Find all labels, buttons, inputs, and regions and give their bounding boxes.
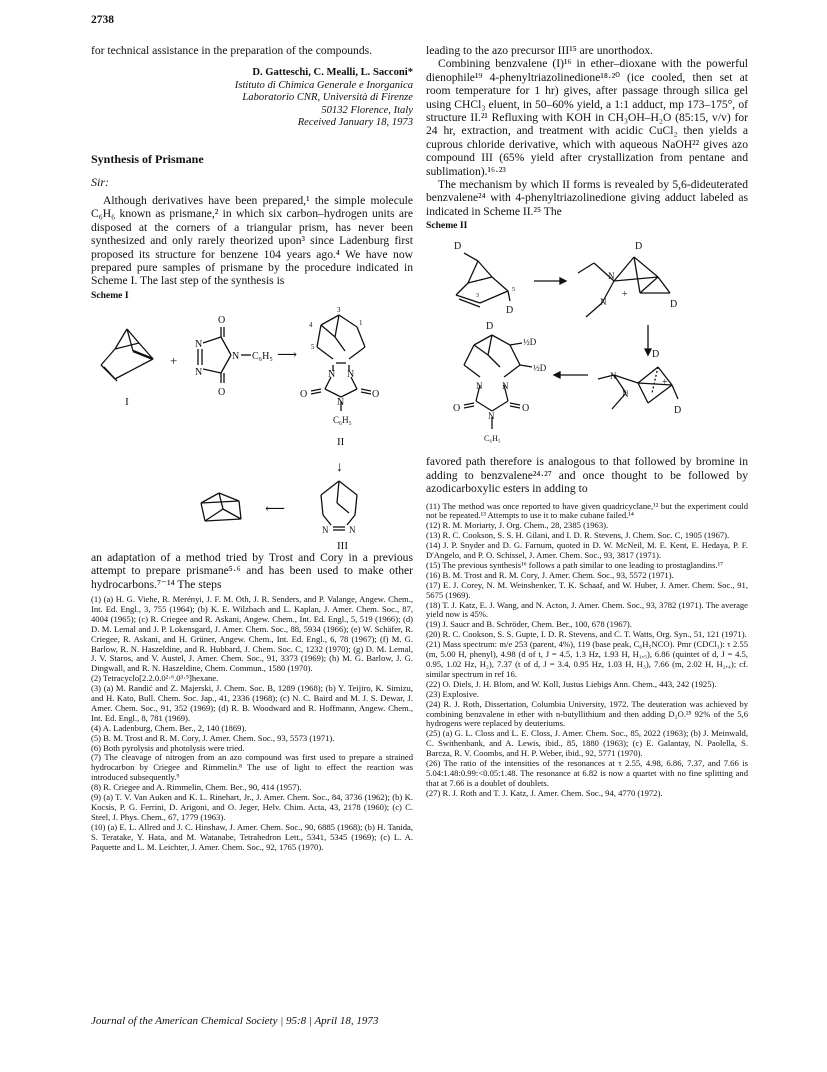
reference-item: (14) J. P. Snyder and D. G. Farnum, quoted in D. W. McNeil, M. E. Kent, E. Hedaya, P. F. D'Angelo, and P. O. Schissel, J. Amer. Chem. Soc., 93, 3817 (1971).	[426, 540, 748, 561]
reference-item: (10) (a) E. L. Allred and J. C. Hinshaw, J. Amer. Chem. Soc., 90, 6885 (1968); (b) H. Tanida, S. Teratake, Y. Hata, and M. Watanabe, Tetrahedron Lett., 5341, 5345 (1969); (c) L. A. Paquette and L. M. Leichter, J. Amer. Chem. Soc., 92, 1765 (1970).	[91, 821, 413, 852]
body-paragraph: an adaptation of a method tried by Trost and Cory in a previous attempt to prepare prismane⁵·⁶ and has been used to make other hydrocarbons.⁷⁻¹⁴ The steps	[91, 550, 413, 591]
intermediate-structure-1	[578, 257, 670, 317]
deuterium-label: D	[674, 405, 682, 417]
position-number: 1	[359, 318, 363, 327]
reference-item: (17) E. J. Corey, N. M. Weinshenker, T. K. Schaaf, and W. Huber, J. Amer. Chem. Soc., 91, 5675 (1969).	[426, 579, 748, 600]
plus-charge: +	[622, 289, 628, 301]
reaction-arrow-down: ↓	[336, 459, 343, 475]
reference-item: (11) The method was once reported to have given quadricyclane,¹² but the experiment could not be repeated.¹³ Attempts to use it to make cubane failed.¹⁴	[426, 500, 748, 521]
oxygen-label: O	[453, 403, 461, 415]
nitrogen-label: N	[610, 371, 617, 382]
scheme-2-diagram	[426, 233, 748, 455]
nitrogen-label: N	[488, 411, 495, 422]
reference-item: (5) B. M. Trost and R. M. Cory, J. Amer. Chem. Soc., 93, 5573 (1971).	[91, 732, 335, 743]
deuterium-label: D	[635, 241, 643, 253]
reaction-arrow-left: ⟵	[265, 501, 286, 517]
reference-item: (24) R. J. Roth, Dissertation, Columbia University, 1972. The deuteration was achieved by combining benzvalene in ether with n-butyllithium and then adding D₂O.²⁵ 92% of the 5,6 hydrogens were replaced by deuteriums.	[426, 698, 748, 729]
reference-item: (15) The previous synthesis¹⁶ follows a path similar to one leading to prostaglandins.¹⁷	[426, 559, 724, 570]
body-paragraph: The mechanism by which II forms is revealed by 5,6-dideuterated benzvalene²⁴ with 4-phenyltriazolinedione giving adduct labeled as indicated in Scheme II.²⁵ The	[426, 178, 748, 218]
azo-III-structure	[321, 481, 357, 530]
deuterium-label: D	[506, 305, 514, 317]
nitrogen-label: N	[347, 368, 355, 380]
prismane-structure	[201, 493, 241, 521]
nitrogen-label: N	[232, 350, 240, 362]
reference-item: (27) R. J. Roth and T. J. Katz, J. Amer. Chem. Soc., 94, 4770 (1972).	[426, 787, 663, 798]
compound-II-label: II	[337, 435, 345, 448]
body-paragraph: Combining benzvalene (I)¹⁶ in ether–dioxane with the powerful dienophile¹⁹ 4-phenyltriazolinedione¹⁸·²⁰ (ice cooled, then set at room temperature for 1 hr) gives, after passage through silica gel using CHCl₃ eluent, in 50–60% yield, a 1:1 adduct, mp 173–175°, of structure II.²¹ Refluxing with KOH in CH₃OH–H₂O (85:15, v/v) for 24 hr, extraction, and treatment with acidic CuCl₂ then yields a cuprous chloride derivative, which with aqueous NaOH²² gives azo compound III (65% yield after crystallization from pentane and sublimation).¹⁶·²³	[426, 57, 748, 178]
nitrogen-label: N	[195, 338, 203, 350]
scheme-1-diagram	[91, 303, 413, 551]
half-deuterium-label: ½D	[533, 363, 547, 374]
oxygen-label: O	[218, 386, 226, 398]
nitrogen-label: N	[337, 396, 345, 408]
reaction-arrow: ⟶	[277, 347, 298, 363]
deuterium-label: D	[486, 321, 494, 333]
affiliation-line: Istituto di Chimica Generale e Inorganica	[234, 79, 413, 91]
salutation: Sir:	[91, 174, 109, 189]
body-paragraph: leading to the azo precursor III¹⁵ are unorthodox.	[426, 44, 654, 57]
dideuterobenzvalene-structure	[456, 253, 510, 307]
nitrogen-label: N	[608, 271, 615, 282]
nitrogen-label: N	[328, 368, 336, 380]
reference-item: (16) B. M. Trost and R. M. Cory, J. Amer. Chem. Soc., 93, 5572 (1971).	[426, 569, 674, 580]
reference-item: (2) Tetracyclo[2.2.0.0²·⁶.0³·⁵]hexane.	[91, 673, 219, 684]
oxygen-label: O	[522, 403, 530, 415]
reference-item: (8) R. Criegee and A. Rimmelin, Chem. Ber., 90, 414 (1957).	[91, 782, 302, 793]
position-number: 4	[309, 320, 313, 329]
nitrogen-label: N	[195, 366, 203, 378]
reference-item: (7) The cleavage of nitrogen from an azo compound was first used to prepare a strained hydrocarbon by Criegee and Rimmelin.⁸ The use of light to effect the reaction was introduced subsequently.⁹	[91, 752, 413, 783]
reference-item: (3) (a) M. Randić and Z. Majerski, J. Chem. Soc. B, 1289 (1968); (b) Y. Teijiro, K. Simizu, and H. Kato, Bull. Chem. Soc. Jap., 41, 2336 (1968); (c) N. C. Baird and M. J. S. Dewar, J. Amer. Chem. Soc., 91, 352 (1969); (d) R. B. Woodward and R. Hoffmann, Angew. Chem., Int. Ed. Engl., 8, 781 (1969).	[91, 683, 413, 723]
affiliation-line: Laboratorio CNR, Università di Firenze	[242, 92, 413, 104]
left-column	[91, 44, 413, 853]
deuterium-label: D	[652, 349, 660, 361]
position-number: 3	[476, 293, 479, 300]
labeled-adduct-structure	[464, 335, 532, 429]
nitrogen-label: N	[349, 524, 356, 535]
phenyl-label: C₆H₅	[333, 414, 352, 425]
reference-item: (20) R. C. Cookson, S. S. Gupte, I. D. R. Stevens, and C. T. Watts, Org. Syn., 51, 121 (1971).	[426, 629, 747, 640]
reference-item: (12) R. M. Moriarty, J. Org. Chem., 28, 2385 (1963).	[426, 520, 609, 531]
page-number: 2738	[91, 14, 114, 26]
scheme-2-label: Scheme II	[426, 220, 468, 232]
position-number: 5	[311, 342, 315, 351]
reference-item: (21) Mass spectrum: m/e 253 (parent, 4%), 119 (base peak, C₆H₅NCO). Pmr (CDCl₃): τ 2.55 (m, 5.00 H, phenyl), 4.98 (d of t, J = 4.5, 1.3 Hz, 1.93 H, H₁,₅), 6.86 (quintet of d, J = 4.5, 0.95, 1.02 Hz, H₂), 7.37 (t of d, J = 3.4, 0.95 Hz, 1.03 H, H₃), 7.66 (m, 2.02 H, H₂,₄); cf. similar spectrum in ref 16.	[426, 639, 748, 679]
carryover-text: for technical assistance in the preparation of the compounds.	[91, 44, 373, 57]
reference-item: (9) (a) T. V. Van Auken and K. L. Rinehart, Jr., J. Amer. Chem. Soc., 84, 3736 (1962); (b) K. Kocsis, P. G. Ferrini, D. Arigoni, and O. Jeger, Helv. Chim. Acta, 43, 2178 (1960); (c) C. Steel, J. Phys. Chem., 67, 1779 (1963).	[91, 792, 413, 822]
author-names: D. Gatteschi, C. Mealli, L. Sacconi*	[252, 67, 413, 79]
reference-item: (26) The ratio of the intensities of the resonances at τ 2.55, 4.98, 6.86, 7.37, and 7.66 is 5.04:1.48:0.99:<0.05:1.48. The resonance at 6.82 is now a quartet with no fine splitting and that at 7.66 is a doublet of doublets.	[426, 758, 748, 788]
references-left	[91, 595, 413, 853]
deuterium-label: D	[454, 241, 462, 253]
phenyl-label: C₆H₅	[484, 434, 501, 444]
oxygen-label: O	[372, 388, 380, 400]
nitrogen-label: N	[622, 389, 629, 400]
plus-charge: +	[662, 377, 668, 389]
oxygen-label: O	[300, 388, 308, 400]
plus-sign: +	[170, 352, 178, 368]
reference-item: (23) Explosive.	[426, 688, 479, 699]
reference-item: (19) J. Saucr and B. Schröder, Chem. Ber., 100, 678 (1967).	[426, 619, 632, 630]
position-number: 3	[337, 305, 341, 314]
author-block	[91, 67, 413, 130]
nitrogen-label: N	[322, 524, 329, 535]
body-paragraph: Although derivatives have been prepared,¹ the simple molecule C₆H₆ known as prismane,² in which six carbon–hydrogen units are disposed at the corners of a triangular prism, has never been synthesized and only rarely theorized upon³ since Ladenburg first proposed its structure for benzene 104 years ago.⁴ We have now prepared pure samples of prismane by the procedure indicated in Scheme I. The last step of the synthesis is	[91, 193, 413, 288]
affiliation-line: 50132 Florence, Italy	[321, 104, 413, 116]
deuterium-label: D	[670, 299, 678, 311]
compound-III-label: III	[337, 539, 348, 551]
triazolinedione-structure	[198, 327, 251, 383]
position-number: 5	[512, 287, 515, 294]
compound-I-label: I	[125, 395, 129, 408]
references-right	[426, 502, 748, 799]
right-column	[426, 44, 748, 799]
body-paragraph: favored path therefore is analogous to that followed by bromine in adding to benzvalene²⁴·²⁷ and once thought to be followed by azodicarboxylic esters in adding to	[426, 455, 748, 496]
article-title: Synthesis of Prismane	[91, 151, 204, 166]
scheme-1-label: Scheme I	[91, 289, 129, 301]
reference-item: (13) R. C. Cookson, S. S. H. Gilani, and I. D. R. Stevens, J. Chem. Soc. C, 1905 (1967).	[426, 530, 730, 541]
benzvalene-structure	[101, 329, 153, 381]
reference-item: (18) T. J. Katz, E. J. Wang, and N. Acton, J. Amer. Chem. Soc., 93, 3782 (1971). The average yield now is 45%.	[426, 599, 748, 620]
reference-item: (4) A. Ladenburg, Chem. Ber., 2, 140 (1869).	[91, 722, 247, 733]
half-deuterium-label: ½D	[523, 337, 537, 348]
nitrogen-label: N	[600, 297, 607, 308]
reference-item: (1) (a) H. G. Viehe, R. Merényi, J. F. M. Oth, J. R. Senders, and P. Valange, Angew. Chem., Int. Ed. Engl., 3, 755 (1964); (b) K. E. Wilzbach and L. Kaplan, J. Amer. Chem. Soc., 87, 4004 (1965); (c) R. Criegee and R. Askani, Angew. Chem., Int. Ed. Engl., 5, 519 (1966); (d) D. M. Lemal and J. P. Lokensgard, J. Amer. Chem. Soc., 88, 5934 (1966); (e) W. Schäfer, R. Criegee, R. Askani, and H. Grüner, Angew. Chem., Int. Ed. Engl., 6, 78 (1967); (f) M. G. Barlow, R. N. Haszeldine, and R. Hubbard, J. Chem. Soc. C, 1232 (1970); (g) D. M. Lemal, J. V. Staros, and V. Austel, J. Amer. Chem. Soc., 91, 3373 (1969); (h) M. G. Barlow, J. G. Dingwall, and R. N. Haszeldine, Chem. Commun., 1580 (1970).	[91, 593, 413, 674]
nitrogen-label: N	[476, 381, 483, 392]
nitrogen-label: N	[502, 381, 509, 392]
reference-item: (6) Both pyrolysis and photolysis were tried.	[91, 742, 245, 753]
journal-footer: Journal of the American Chemical Society | 95:8 | April 18, 1973	[91, 1015, 379, 1027]
phenyl-label: C₆H₅	[252, 350, 273, 362]
reference-item: (22) O. Diels, J. H. Blom, and W. Koll, Justus Liebigs Ann. Chem., 443, 242 (1925).	[426, 678, 717, 689]
oxygen-label: O	[218, 314, 226, 326]
received-date: Received January 18, 1973	[297, 117, 413, 129]
reference-item: (25) (a) G. L. Closs and L. E. Closs, J. Amer. Chem. Soc., 85, 2022 (1963); (b) J. Meinwald, C. Swithenbank, and A. Lewis, ibid., 85, 1880 (1963); (c) E. Galantay, N. Paolella, S. Barcza, R. V. Coombs, and H. P. Weber, ibid., 92, 5771 (1970).	[426, 728, 748, 759]
